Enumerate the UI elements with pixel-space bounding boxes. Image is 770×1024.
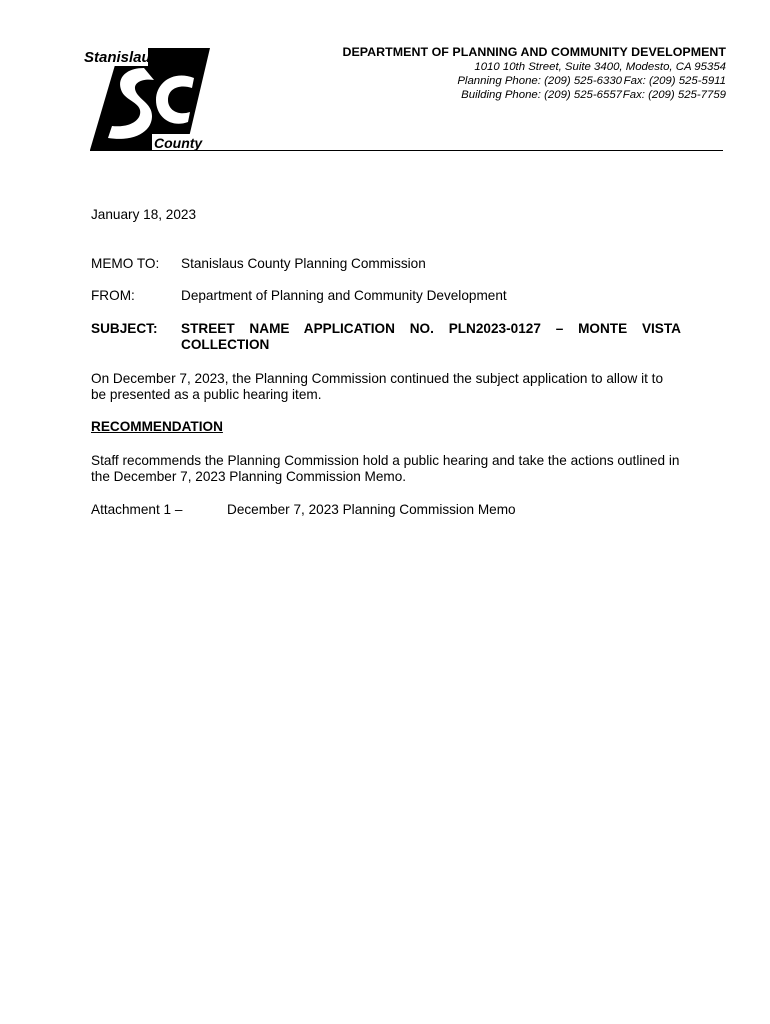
from-value: Department of Planning and Community Development	[181, 288, 507, 303]
memo-date: January 18, 2023	[91, 207, 197, 222]
attachment-row	[91, 502, 516, 518]
letterhead-contact-block	[342, 45, 726, 102]
attachment-label: Attachment 1 –	[91, 502, 183, 517]
memo-to-row	[91, 256, 681, 272]
stanislaus-county-logo	[82, 44, 212, 154]
recommendation-paragraph: Staff recommends the Planning Commission hold a public hearing and take the actions outlined in the December 7, 2023 Planning Commission Memo.	[91, 453, 680, 484]
from-label: FROM:	[91, 288, 135, 303]
logo-text-top: Stanislaus	[84, 49, 160, 66]
intro-paragraph: On December 7, 2023, the Planning Commission continued the subject application to allow it to be presented as a public hearing item.	[91, 371, 664, 402]
memo-to-label: MEMO TO:	[91, 256, 160, 271]
attachment-value: December 7, 2023 Planning Commission Memo	[227, 502, 516, 517]
recommendation-heading: RECOMMENDATION	[91, 419, 223, 434]
building-fax: Fax: (209) 525-7759	[622, 89, 726, 101]
department-address: 1010 10th Street, Suite 3400, Modesto, CA 95354	[474, 61, 726, 73]
subject-label: SUBJECT:	[91, 321, 158, 336]
subject-value: STREET NAME APPLICATION NO. PLN2023-0127 – MONTE VISTA COLLECTION	[181, 321, 681, 352]
memo-to-value: Stanislaus County Planning Commission	[181, 256, 426, 271]
from-row	[91, 288, 681, 304]
planning-contact-line	[342, 74, 726, 88]
logo-text-bottom: County	[154, 135, 203, 151]
subject-row	[91, 321, 681, 353]
building-contact-line	[342, 88, 726, 102]
department-title: DEPARTMENT OF PLANNING AND COMMUNITY DEVELOPMENT	[342, 45, 726, 59]
planning-phone: Planning Phone: (209) 525-6330	[457, 75, 622, 87]
building-phone: Building Phone: (209) 525-6557	[461, 89, 622, 101]
planning-fax: Fax: (209) 525-5911	[623, 75, 726, 87]
letterhead-divider	[90, 150, 723, 151]
